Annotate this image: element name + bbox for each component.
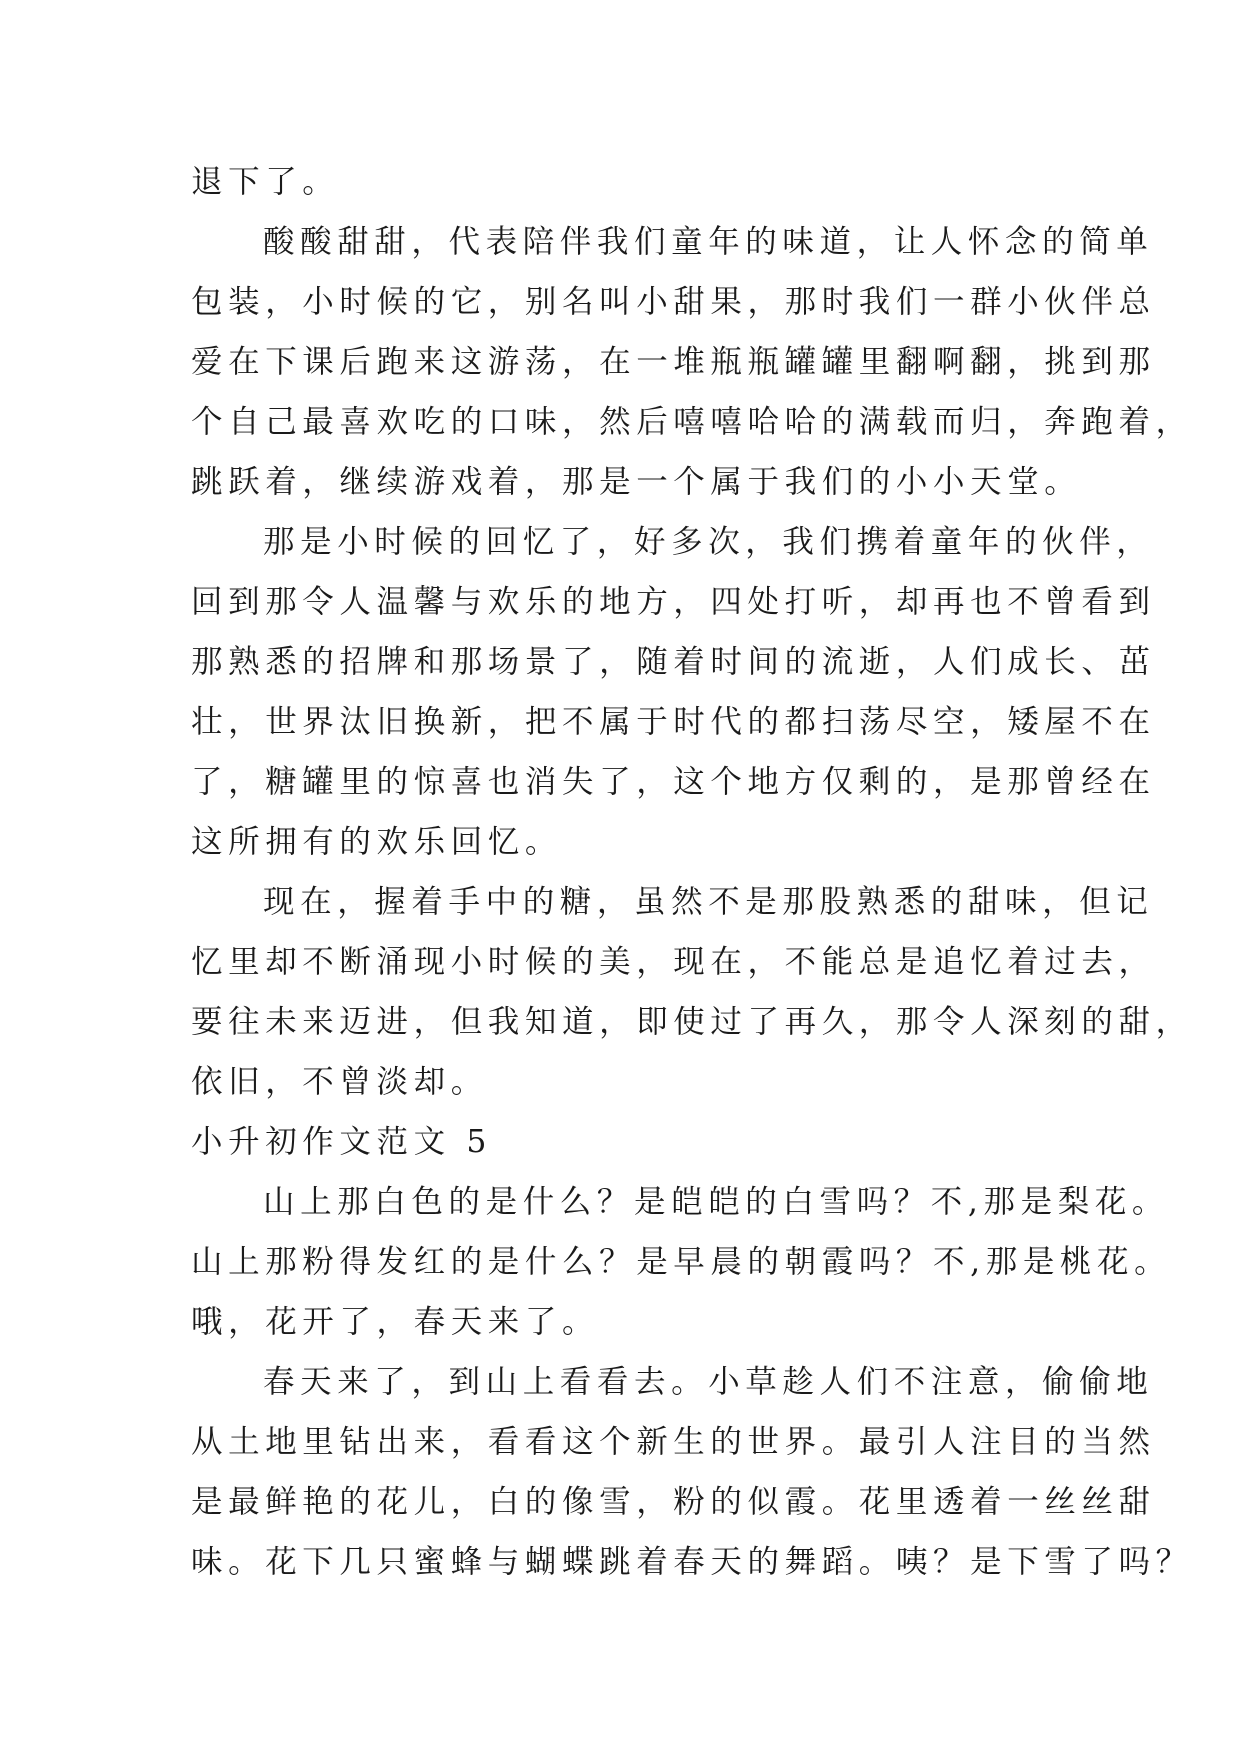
text-line: 这所拥有的欢乐回忆。 — [191, 824, 563, 860]
text-line: 春天来了，到山上看看去。小草趁人们不注意，偷偷地 — [263, 1364, 1154, 1400]
text-line: 退下了。 — [191, 164, 340, 200]
text-line: 忆里却不断涌现小时候的美，现在，不能总是追忆着过去， — [191, 944, 1156, 980]
text-line: 味。花下几只蜜蜂与蝴蝶跳着春天的舞蹈。咦？是下雪了吗？ — [191, 1544, 1193, 1580]
text-line: 酸酸甜甜，代表陪伴我们童年的味道，让人怀念的简单 — [263, 224, 1154, 260]
text-line: 回到那令人温馨与欢乐的地方，四处打听，却再也不曾看到 — [191, 584, 1156, 620]
text-line: 爱在下课后跑来这游荡，在一堆瓶瓶罐罐里翻啊翻，挑到那 — [191, 344, 1156, 380]
text-line: 依旧，不曾淡却。 — [191, 1064, 488, 1100]
text-line: 壮，世界汰旧换新，把不属于时代的都扫荡尽空，矮屋不在 — [191, 704, 1156, 740]
text-line: 要往未来迈进，但我知道，即使过了再久，那令人深刻的甜， — [191, 1004, 1193, 1040]
text-line: 小升初作文范文 5 — [191, 1124, 492, 1160]
text-line: 山上那白色的是什么？是皑皑的白雪吗？不,那是梨花。 — [263, 1184, 1170, 1220]
text-line: 跳跃着，继续游戏着，那是一个属于我们的小小天堂。 — [191, 464, 1082, 500]
text-line: 现在，握着手中的糖，虽然不是那股熟悉的甜味，但记 — [263, 884, 1154, 920]
text-line: 从土地里钻出来，看看这个新生的世界。最引人注目的当然 — [191, 1424, 1156, 1460]
document-body — [191, 152, 1193, 1592]
text-line: 是最鲜艳的花儿，白的像雪，粉的似霞。花里透着一丝丝甜 — [191, 1484, 1156, 1520]
text-line: 包装，小时候的它，别名叫小甜果，那时我们一群小伙伴总 — [191, 284, 1156, 320]
text-line: 那熟悉的招牌和那场景了，随着时间的流逝，人们成长、茁 — [191, 644, 1156, 680]
text-line: 个自己最喜欢吃的口味，然后嘻嘻哈哈的满载而归，奔跑着， — [191, 404, 1193, 440]
text-line: 那是小时候的回忆了，好多次，我们携着童年的伙伴， — [263, 524, 1154, 560]
text-line: 了，糖罐里的惊喜也消失了，这个地方仅剩的，是那曾经在 — [191, 764, 1156, 800]
text-line: 哦，花开了，春天来了。 — [191, 1304, 600, 1340]
text-line: 山上那粉得发红的是什么？是早晨的朝霞吗？不,那是桃花。 — [191, 1244, 1172, 1280]
